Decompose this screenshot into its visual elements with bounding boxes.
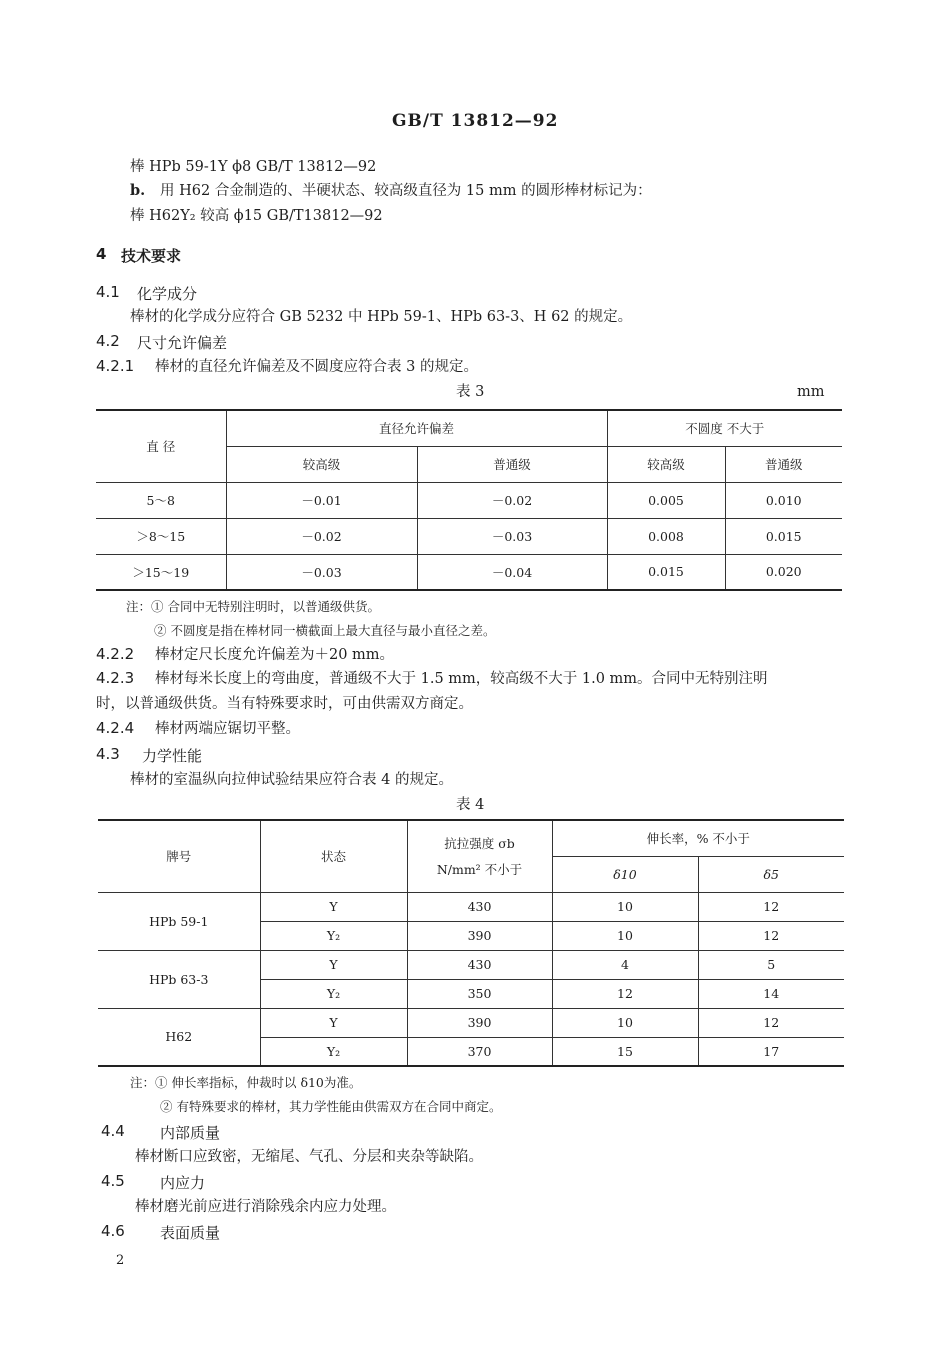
marking-example-b-label: b. xyxy=(130,182,146,199)
table-3-sub-normal-2: 普通级 xyxy=(725,446,842,482)
section-4-2-1-body: 棒材的直径允许偏差及不圆度应符合表 3 的规定。 xyxy=(155,359,478,375)
section-4-2-title: 尺寸允许偏差 xyxy=(137,334,228,352)
table-row xyxy=(96,482,842,518)
section-4-5-title: 内应力 xyxy=(160,1174,206,1192)
marking-example-b-line: 棒 H62Y₂ 较高 ϕ15 GB/T13812—92 xyxy=(130,208,383,224)
table-cell: Y₂ xyxy=(260,979,407,1008)
section-4-2-3-body-1: 棒材每米长度上的弯曲度，普通级不大于 1.5 mm，较高级不大于 1.0 mm。合同中无特别注明 xyxy=(155,671,768,687)
table-cell-grade: HPb 63-3 xyxy=(98,950,260,1008)
section-4-2-number: 4.2 xyxy=(96,332,120,350)
table-cell: 430 xyxy=(407,950,552,979)
section-4-2-4-number: 4.2.4 xyxy=(96,719,135,737)
table-cell: 370 xyxy=(407,1037,552,1066)
table-3 xyxy=(96,409,842,591)
table-cell: 0.020 xyxy=(765,564,802,580)
table-4-head-strength xyxy=(407,820,552,892)
table-cell: Y₂ xyxy=(260,1037,407,1066)
table-row xyxy=(98,1008,844,1037)
section-4-1-title: 化学成分 xyxy=(137,285,198,303)
table-cell: 350 xyxy=(407,979,552,1008)
table-3-head-diameter: 直 径 xyxy=(96,410,226,482)
table-3-sub-high: 较高级 xyxy=(226,446,417,482)
table-cell-grade: HPb 59-1 xyxy=(98,892,260,950)
table-4-head-d5: δ5 xyxy=(698,856,844,892)
table-cell: 390 xyxy=(407,1008,552,1037)
table-cell: Y₂ xyxy=(260,921,407,950)
section-4-title: 技术要求 xyxy=(121,247,182,265)
section-4-5-body: 棒材磨光前应进行消除残余内应力处理。 xyxy=(135,1199,396,1215)
section-4-2-2-number: 4.2.2 xyxy=(96,645,135,663)
page-number: 2 xyxy=(116,1253,125,1268)
section-4-6-number: 4.6 xyxy=(101,1222,125,1240)
table-cell: 0.008 xyxy=(607,518,725,554)
table-cell: Y xyxy=(260,950,407,979)
table-3-unit: mm xyxy=(797,384,825,400)
section-4-4-title: 内部质量 xyxy=(160,1124,221,1142)
table-3-caption: 表 3 xyxy=(456,384,485,400)
table-cell: 17 xyxy=(763,1043,780,1059)
table-cell: ＞15～19 xyxy=(96,554,226,590)
section-4-2-3-body-2: 时，以普通级供货。当有特殊要求时，可由供需双方商定。 xyxy=(96,696,473,712)
table-cell: －0.02 xyxy=(417,482,607,518)
table-cell: 0.010 xyxy=(725,482,842,518)
table-4-head-strength-line-1: 抗拉强度 σb xyxy=(444,836,515,852)
table-cell: 5～8 xyxy=(96,482,226,518)
table-cell: 10 xyxy=(552,921,698,950)
table-row xyxy=(98,892,844,921)
table-3-note-2: ② 不圆度是指在棒材同一横截面上最大直径与最小直径之差。 xyxy=(154,623,496,638)
table-cell: 0.015 xyxy=(725,518,842,554)
table-cell: 12 xyxy=(698,892,844,921)
table-cell: 10 xyxy=(552,892,698,921)
table-cell: Y xyxy=(260,892,407,921)
table-cell: 15 xyxy=(552,1037,698,1066)
table-3-sub-normal: 普通级 xyxy=(417,446,607,482)
section-4-2-2-body: 棒材定尺长度允许偏差为＋20 mm。 xyxy=(155,647,395,663)
table-cell: 430 xyxy=(407,892,552,921)
table-4-note-2: ② 有特殊要求的棒材，其力学性能由供需双方在合同中商定。 xyxy=(160,1099,502,1114)
section-4-1-body: 棒材的化学成分应符合 GB 5232 中 HPb 59-1、HPb 63-3、H 62 的规定。 xyxy=(130,309,633,325)
table-cell: －0.04 xyxy=(417,554,607,590)
table-cell: 10 xyxy=(552,1008,698,1037)
table-cell: 12 xyxy=(698,921,844,950)
table-3-note-1: 注：① 合同中无特别注明时，以普通级供货。 xyxy=(126,599,380,614)
page-header: GB/T 13812—92 xyxy=(392,111,559,131)
table-row xyxy=(98,950,844,979)
marking-example-b-text: 用 H62 合金制造的、半硬状态、较高级直径为 15 mm 的圆形棒材标记为： xyxy=(160,183,652,199)
table-cell: －0.03 xyxy=(417,518,607,554)
section-4-2-1-number: 4.2.1 xyxy=(96,357,135,375)
section-4-1-number: 4.1 xyxy=(96,283,120,301)
table-4-head-grade: 牌号 xyxy=(98,820,260,892)
table-4-head-elongation: 伸长率，% 不小于 xyxy=(552,820,844,856)
section-4-3-body: 棒材的室温纵向拉伸试验结果应符合表 4 的规定。 xyxy=(130,772,453,788)
table-4-head-d10: δ10 xyxy=(552,856,698,892)
table-cell: －0.02 xyxy=(226,518,417,554)
section-4-5-number: 4.5 xyxy=(101,1172,125,1190)
section-4-3-title: 力学性能 xyxy=(142,747,203,765)
section-4-4-number: 4.4 xyxy=(101,1122,125,1140)
table-cell: 0.015 xyxy=(607,554,725,590)
section-4-number: 4 xyxy=(96,245,107,263)
table-3-head-roundness: 不圆度 不大于 xyxy=(607,410,842,446)
table-cell: －0.03 xyxy=(226,554,417,590)
marking-example-a: 棒 HPb 59-1Y ϕ8 GB/T 13812—92 xyxy=(130,159,377,175)
section-4-2-4-body: 棒材两端应锯切平整。 xyxy=(155,721,300,737)
table-cell: 12 xyxy=(552,979,698,1008)
table-3-head-tolerance: 直径允许偏差 xyxy=(226,410,607,446)
table-4-note-1: 注：① 伸长率指标，仲裁时以 δ10为准。 xyxy=(130,1075,362,1090)
table-cell: 0.005 xyxy=(607,482,725,518)
table-cell: 12 xyxy=(698,1008,844,1037)
table-cell: －0.01 xyxy=(226,482,417,518)
table-4-head-strength-line-2: N/mm² 不小于 xyxy=(436,862,523,878)
table-cell: 390 xyxy=(407,921,552,950)
table-4-head-state: 状态 xyxy=(260,820,407,892)
table-row xyxy=(96,554,842,590)
table-cell-grade: H62 xyxy=(98,1008,260,1066)
table-cell: Y xyxy=(260,1008,407,1037)
table-4-caption: 表 4 xyxy=(456,797,485,813)
table-cell: 4 xyxy=(552,950,698,979)
table-cell: ＞8～15 xyxy=(96,518,226,554)
table-3-sub-high-2: 较高级 xyxy=(607,446,725,482)
section-4-2-3-number: 4.2.3 xyxy=(96,669,135,687)
section-4-6-title: 表面质量 xyxy=(160,1224,221,1242)
section-4-4-body: 棒材断口应致密，无缩尾、气孔、分层和夹杂等缺陷。 xyxy=(135,1149,483,1165)
table-cell: 5 xyxy=(698,950,844,979)
table-row xyxy=(96,518,842,554)
section-4-3-number: 4.3 xyxy=(96,745,120,763)
table-cell: 14 xyxy=(698,979,844,1008)
table-4 xyxy=(98,819,844,1067)
